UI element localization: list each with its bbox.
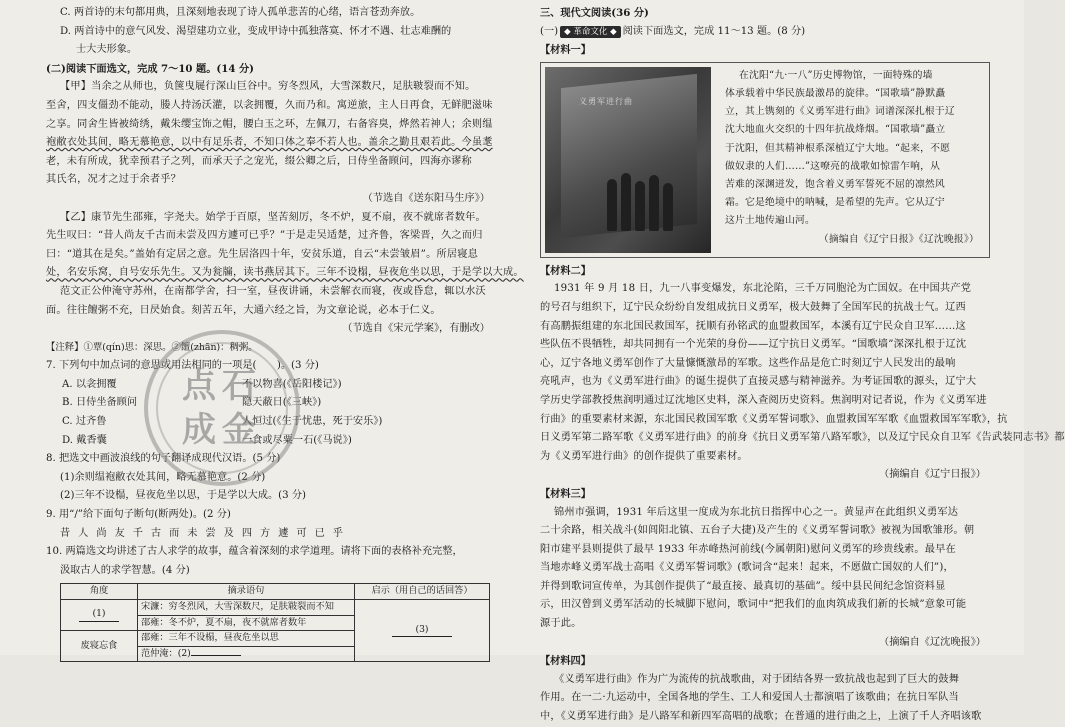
jia-line-2: 至舍，四支僵劲不能动，媵人持汤沃灌，以衾拥覆，久而乃和。寓逆旅，主人日再食，无鲜肥滋味 xyxy=(46,99,493,111)
yi-wavy-sentence: 处，名安乐窝，自号安乐先生。又为瓮牖，读书燕居其下。三年不设榻，昼夜危坐以思，于是学以大成。 xyxy=(46,267,524,279)
material-2-line: 的号召与组织下，辽宁民众纷纷自发组成抗日义勇军，极大鼓舞了全国军民的抗战士气。辽西 xyxy=(540,301,966,313)
material-2-line: 行曲》的重要素材来源，东北国民救国军歌《义勇军誓词歌》、血盟救国军军歌《血盟救国军军歌》，抗 xyxy=(540,413,1008,425)
q7-option-d-right: 一食或尽粟一石(《马说》) xyxy=(242,434,352,446)
yi-source: （节选自《宋元学案》，有删改） xyxy=(342,323,490,335)
material-3-line: 并得到歌词宣传单，为其创作提供了“最直接、最真切的基础”。绥中县民间纪念馆资料显 xyxy=(540,580,946,592)
sculpture-figure xyxy=(635,181,645,231)
question-7: 7. 下列句中加点词的意思或用法相同的一项是( )。(3 分) xyxy=(46,360,319,372)
q7-option-d-left: D. 戴香囊 xyxy=(62,434,107,446)
q7-option-b-left: B. 日侍坐备顾问 xyxy=(62,397,138,409)
material-2-line: 亮吼声，也为《义勇军进行曲》的诞生提供了直接灵感与精神滋养。为考证国歌的源头，辽宁大 xyxy=(540,376,977,388)
material-4-line: 《义勇军进行曲》作为广为流传的抗战歌曲，对于团结各界一致抗战也起到了巨大的鼓舞 xyxy=(554,673,960,685)
material-3-line: 锦州市强调，1931 年后这里一度成为东北抗日指挥中心之一。黄显声在此组织义勇军达 xyxy=(554,506,959,518)
yi-line-3: 曰：“道其在是矣。”盖始有定居之意。先生居洛四十年，安贫乐道，自云“未尝皱眉”。所居寝息 xyxy=(46,248,479,260)
left-column xyxy=(46,0,524,662)
question-10-line-1: 10. 两篇选文均讲述了古人求学的故事，蕴含着深刻的求学道理。请将下面的表格补充完整， xyxy=(46,546,463,558)
annotation-note: 【注释】①覃(qín)思：深思。②饘(zhān)：稠粥。 xyxy=(46,341,258,353)
question-9: 9. 用“/”给下面句子断句(断两处)。(2 分) xyxy=(46,509,231,521)
anthem-wall-title: 义勇军进行曲 xyxy=(579,96,633,106)
q10-row1-angle[interactable] xyxy=(61,600,138,631)
q7-option-c[interactable] xyxy=(46,413,494,432)
material-3-line: 源于此。 xyxy=(540,618,582,630)
q10-header-quotes: 摘录语句 xyxy=(138,584,355,600)
q10-header-insight: 启示（用自己的话回答） xyxy=(355,584,490,600)
right-column xyxy=(540,0,1065,727)
material-2-line: 日义勇军第二路军歌《义勇军进行曲》的前身《抗日义勇军第八路军歌》，以及辽宁民众自卫军《告武装同志书》都 xyxy=(540,432,1065,444)
sculpture-figure xyxy=(649,175,659,231)
material-1-box xyxy=(540,62,990,258)
q7-option-b[interactable] xyxy=(46,394,494,413)
jia-line-6: 其氏名，况才之过于余者乎？ xyxy=(46,174,182,186)
material-1-line: 做奴隶的人们……”这嘹亮的战歌如惊雷乍响，从 xyxy=(725,160,941,172)
yi-line-5: 范文正公仲淹守苏州，在南都学舍，扫一室，昼夜讲诵，未尝解衣而寝，夜或昏怠，辄以水沃 xyxy=(60,285,486,297)
material-1-line: 苦难的深渊迸发，饱含着义勇军誓死不屈的凛然风 xyxy=(725,179,945,190)
question-8-1: (1)余则缊袍敝衣处其间，略无慕艳意。(2 分) xyxy=(60,471,266,483)
q7-option-b-right: 隐天蔽日(《三峡》) xyxy=(242,397,322,409)
jia-source: （节选自《送东阳马生序》） xyxy=(362,192,490,204)
material-2-line: 为《义勇军进行曲》的创作提供了重要素材。 xyxy=(540,450,748,462)
material-3-line: 阳市建平县则提供了最早 1933 年赤峰热河前线(今属朝阳)慰问义勇军的珍贵线索。最早在 xyxy=(540,543,956,555)
q10-row2-angle: 废寝忘食 xyxy=(61,631,138,662)
q7-option-d[interactable] xyxy=(46,432,494,451)
q7-option-c-right: 人恒过(《生于忧患，死于安乐》) xyxy=(242,416,383,428)
option-c-line: C. 两首诗的末句都用典，且深刻地表现了诗人孤单悲苦的心绪，语言苍劲奔放。 xyxy=(60,7,421,18)
subsection-1-num: (一) xyxy=(540,25,559,37)
jia-line-1: 【甲】当余之从师也，负箧曳屣行深山巨谷中。穷冬烈风，大雪深数尺，足肤皲裂而不知。 xyxy=(60,81,476,93)
section2-title: (二)阅读下面选文，完成 7～10 题。(14 分) xyxy=(46,62,254,75)
material-1-text xyxy=(725,67,983,249)
section3-title: 三、现代文阅读(36 分) xyxy=(540,7,649,19)
material-4-line: 作用。在一二·九运动中，全国各地的学生、工人和爱国人士都演唱了该歌曲；在抗日军队当 xyxy=(540,692,959,704)
jia-line-5: 老，未有所成，犹幸预君子之列，而承天子之宠光，缀公卿之后，日侍坐备顾问，四海亦谬称 xyxy=(46,155,472,167)
sculpture-figure xyxy=(663,183,673,231)
sculpture-figure xyxy=(621,173,631,231)
q10-row1-quote-1: 宋濂：穷冬烈风，大雪深数尺，足肤皲裂而不知 xyxy=(138,600,355,616)
subsection-1 xyxy=(540,23,990,42)
material-2-line: 些队伍不畏牺牲，却共同拥有一个光荣的身份——辽宁抗日义勇军。“国歌墙”深深扎根于辽沈 xyxy=(540,339,967,351)
material-1-line: 霜。它是绝境中的呐喊，是希望的先声。它从辽宁 xyxy=(725,197,945,209)
material-3-line: 当地赤峰义勇军战士高唱《义勇军誓词歌》(歌词含“起来！起来，不愿做亡国奴的人们”)， xyxy=(540,562,954,574)
material-2-line: 心，辽宁各地义勇军创作了大量慷慨激昂的军歌。这些作品是危亡时刻辽宁人民发出的最响 xyxy=(540,357,956,369)
question-10-line-2: 汲取古人的求学智慧。(4 分) xyxy=(60,564,190,576)
q7-option-a-right: 不以物喜(《岳阳楼记》) xyxy=(242,378,342,390)
jia-line-4 xyxy=(46,134,494,153)
stamp-row-1: 点石 xyxy=(182,366,262,406)
q10-row1-quote-2: 邵雍：冬不炉，夏不扇，夜不就席者数年 xyxy=(138,615,355,631)
q7-option-a[interactable] xyxy=(46,376,494,395)
jia-line-3: 之享。同舍生皆被绮绣，戴朱缨宝饰之帽，腰白玉之环，左佩刀，右备容臭，烨然若神人；余则缊 xyxy=(46,118,493,130)
stamp-row-2: 成金 xyxy=(182,410,262,450)
material-1-line: 体承载着中华民族最激昂的旋律。“国歌墙”静默矗 xyxy=(725,87,946,99)
yi-line-4 xyxy=(46,264,524,283)
yi-line-1: 【乙】康节先生邵雍，字尧夫。始学于百原，坚苦刻厉，冬不炉，夏不扇，夜不就席者数年。 xyxy=(60,211,486,223)
material-4-heading: 【材料四】 xyxy=(540,655,591,668)
material-1-source: （摘编自《辽宁日报》《辽沈晚报》） xyxy=(818,233,979,245)
material-3-heading: 【材料三】 xyxy=(540,487,591,500)
q7-option-c-left: C. 过齐鲁 xyxy=(62,416,107,428)
q10-row2-quote-2[interactable] xyxy=(138,646,355,662)
material-2-line: 有高鹏振组建的东北国民救国军，抚顺有孙铭武的血盟救国军，本溪有辽宁民众自卫军……这 xyxy=(540,320,966,332)
sculpture-figure xyxy=(607,179,617,231)
q10-header-angle: 角度 xyxy=(61,584,138,600)
q7-option-a-left: A. 以衾拥覆 xyxy=(62,378,117,390)
material-1-heading: 【材料一】 xyxy=(540,44,591,57)
question-8: 8. 把选文中画波浪线的句子翻译成现代汉语。(5 分) xyxy=(46,453,281,465)
question-9-sentence: 昔人尚友千古而未尝及四方遽可已乎 xyxy=(60,527,351,539)
q10-blank-2-line[interactable] xyxy=(191,655,241,656)
q10-table xyxy=(60,583,490,662)
material-4-line: 中，《义勇军进行曲》是八路军和新四军高唱的战歌；在普通的进行曲之上，上演了千人齐唱该歌 xyxy=(540,711,982,723)
material-2-line: 学历史学部教授焦润明通过辽沈地区史料，深入查阅历史资料。焦润明对记者说，作为《义勇军进 xyxy=(540,394,987,406)
material-3-source: （摘编自《辽沈晚报》） xyxy=(879,636,986,648)
material-1-line: 沈大地血火交织的十四年抗战烽烟。“国歌墙”矗立 xyxy=(725,124,946,136)
q10-answer-cell[interactable] xyxy=(355,600,490,662)
subsection-1-instruction: 阅读下面选文，完成 11～13 题。(8 分) xyxy=(622,25,806,37)
anthem-wall-photo xyxy=(545,67,711,253)
question-8-2: (2)三年不设榻，昼夜危坐以思，于是学以大成。(3 分) xyxy=(60,490,307,502)
jia-wavy-sentence: 袍敝衣处其间，略无慕艳意，以中有足乐者，不知口体之奉不若人也。盖余之勤且艰若此。今虽耄 xyxy=(46,137,493,149)
q10-blank-3[interactable]: (3) xyxy=(392,624,452,638)
q10-row2-quote-1: 邵雍：三年不设榻，昼夜危坐以思 xyxy=(138,631,355,647)
material-2-heading: 【材料二】 xyxy=(540,264,591,277)
yi-line-6: 面。往往饘粥不充，日昃始食。刻苦五年，大通六经之旨，为文章论说，必本于仁义。 xyxy=(46,304,441,316)
material-3-line: 示，田汉曾到义勇军活动的长城脚下慰问，歌词中“把我们的血肉筑成我们新的长城”意象可能 xyxy=(540,599,967,611)
material-2-source: （摘编自《辽宁日报》） xyxy=(879,469,986,481)
material-2-line: 1931 年 9 月 18 日，九一八事变爆发，东北沦陷，三千万同胞沦为亡国奴。在中国共产党 xyxy=(554,283,972,295)
material-1-line: 在沈阳“九·一八”历史博物馆，一面特殊的墙 xyxy=(739,69,933,81)
q10-blank-1[interactable]: (1) xyxy=(79,608,119,622)
yi-line-2: 先生叹曰：“昔人尚友千古而未尝及四方遽可已乎？”于是走吴适楚，过齐鲁，客梁晋，久之而归 xyxy=(46,230,483,242)
material-1-line: 立，其上镌刻的《义勇军进行曲》词谱深深扎根于辽 xyxy=(725,106,955,118)
revolution-culture-badge: ◆ 革命文化 ◆ xyxy=(560,26,620,38)
q10-blank-2[interactable]: 范仲淹：(2) xyxy=(141,647,191,659)
material-1-line: 于沈阳，但其精神根系深植辽宁大地。“起来，不愿 xyxy=(725,142,951,154)
option-d-line: D. 两首诗中的意气风发、渴望建功立业，变成甲诗中孤独落寞、怀才不遇、壮志难酬的 xyxy=(60,25,452,37)
material-1-line: 这片土地传遍山河。 xyxy=(725,215,815,227)
material-3-line: 二十余路，相关战斗(如闾阳北镇、五台子大捷)及产生的《义勇军誓词歌》被视为国歌雏形。朝 xyxy=(540,525,975,537)
option-d-line-cont: 士大夫形象。 xyxy=(76,44,138,56)
